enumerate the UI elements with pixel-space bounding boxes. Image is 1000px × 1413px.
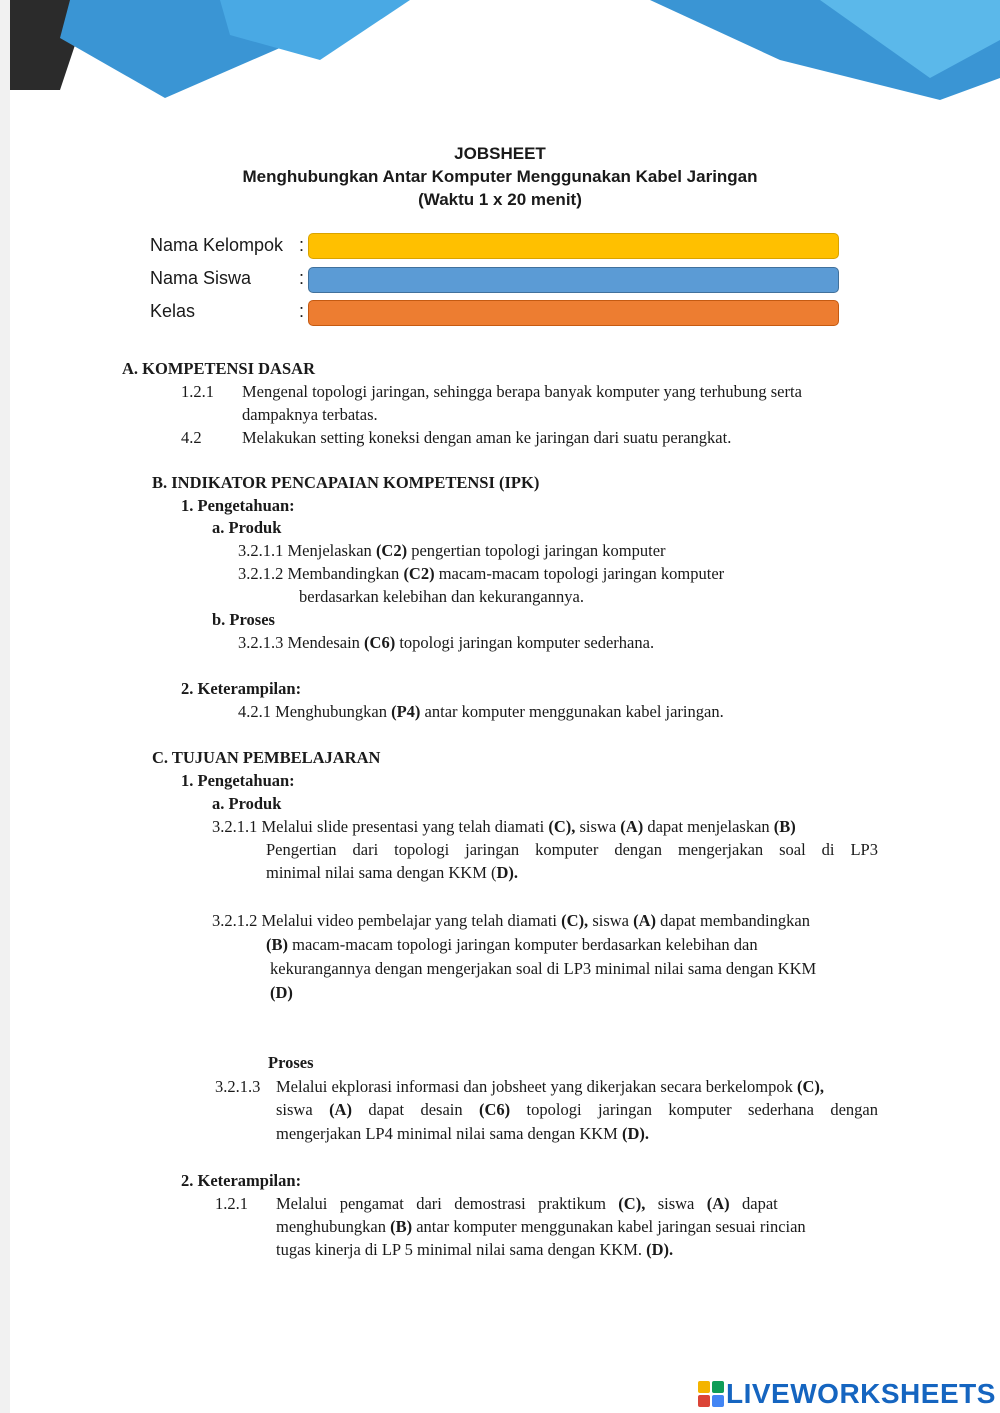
ipk-level: (C2) [375,541,408,560]
goal-text: menghubungkan [276,1217,391,1236]
goal-skill-heading: 2. Keterampilan: [181,1171,302,1190]
colon: : [299,268,305,288]
goal-marker: (A) [620,817,644,836]
ipk-text: macam-macam topologi jaringan komputer [434,564,725,583]
goal-item-line [212,817,796,837]
goal-text: tugas kinerja di LP 5 minimal nilai sama dengan KKM. [276,1240,647,1259]
goal-marker: (C), [618,1194,646,1213]
goal-text: siswa [645,1194,707,1213]
goal-text: dapat membandingkan [656,911,810,930]
page-subtitle: Menghubungkan Antar Komputer Menggunakan Kabel Jaringan [242,167,758,186]
student-name-input[interactable] [308,267,839,293]
ipk-product-heading: a. Produk [212,518,282,537]
ipk-process-heading: b. Proses [212,610,275,629]
goal-marker: (C), [548,817,576,836]
goal-marker: (A) [329,1100,352,1119]
ipk-text: Menghubungkan [271,702,392,721]
goal-marker: (B) [773,817,796,836]
class-label: Kelas [150,301,196,321]
goal-text: siswa [588,911,634,930]
colon: : [299,235,305,255]
duration-text: (Waktu 1 x 20 menit) [418,190,582,209]
ipk-text: topologi jaringan komputer sederhana. [395,633,655,652]
ipk-level: (C2) [403,564,435,583]
goal-text: Melalui pengamat dari demostrasi praktikum [276,1194,619,1213]
goal-item-line [266,935,758,955]
goal-item-line [276,1194,778,1214]
goal-text: dapat [729,1194,778,1213]
ipk-text: pengertian topologi jaringan komputer [407,541,666,560]
ipk-item [238,541,666,561]
goal-number: 1.2.1 [215,1194,248,1213]
page-edge [0,0,10,1413]
liveworksheets-logo-icon [698,1381,724,1407]
goal-text: Melalui video pembelajar yang telah diamati [257,911,562,930]
goal-item-line [212,911,810,931]
kd-text-cont: dampaknya terbatas. [242,405,378,424]
ipk-text: antar komputer menggunakan kabel jaringan. [420,702,724,721]
ipk-knowledge-heading: 1. Pengetahuan: [181,496,295,515]
goal-text: minimal nilai sama dengan KKM ( [266,863,497,882]
ipk-number: 3.2.1.2 [238,564,284,583]
goal-marker: (D). [646,1240,674,1259]
goal-marker: (C), [796,1077,824,1096]
goal-item-line [276,1077,824,1097]
goal-number: 3.2.1.3 [215,1077,261,1096]
ipk-number: 4.2.1 [238,702,271,721]
section-b-heading: B. INDIKATOR PENCAPAIAN KOMPETENSI (IPK) [152,473,540,492]
ipk-text: Mendesain [287,633,365,652]
goal-knowledge-heading: 1. Pengetahuan: [181,771,295,790]
section-a-heading: A. KOMPETENSI DASAR [122,359,315,378]
colon: : [299,301,305,321]
ipk-text: Menjelaskan [287,541,376,560]
goal-marker: (A) [633,911,657,930]
goal-text-cont: kekurangannya dengan mengerjakan soal di LP3 minimal nilai sama dengan KKM [270,959,817,978]
goal-marker: D). [496,863,519,882]
goal-text: Melalui slide presentasi yang telah diamati [257,817,549,836]
goal-text: topologi jaringan komputer sederhana dengan [510,1100,879,1119]
goal-marker: (D). [621,1124,649,1143]
kd-text: Melakukan setting koneksi dengan aman ke jaringan dari suatu perangkat. [242,428,732,447]
ipk-text: Membandingkan [287,564,404,583]
liveworksheets-logo-text: LIVEWORKSHEETS [726,1378,996,1409]
goal-number: 3.2.1.2 [212,911,258,930]
ipk-number: 3.2.1.3 [238,633,284,652]
goal-text: siswa [276,1100,330,1119]
goal-marker: (C), [561,911,589,930]
class-input[interactable] [308,300,839,326]
goal-text: antar komputer menggunakan kabel jaringan sesuai rincian [412,1217,806,1236]
goal-item-line [276,1124,649,1144]
ipk-number: 3.2.1.1 [238,541,284,560]
ipk-item [238,702,724,722]
group-name-label: Nama Kelompok [150,235,284,255]
goal-process-heading: Proses [268,1053,314,1072]
goal-marker: (D) [270,983,293,1002]
kd-text: Mengenal topologi jaringan, sehingga berapa banyak komputer yang terhubung serta [242,382,802,401]
goal-product-heading: a. Produk [212,794,282,813]
goal-text: dapat desain [351,1100,480,1119]
ipk-skill-heading: 2. Keterampilan: [181,679,302,698]
ipk-item [238,633,654,653]
goal-text-cont: Pengertian dari topologi jaringan komputer dengan mengerjakan soal di LP3 [266,840,878,859]
ipk-item [238,564,724,584]
header-banner [0,0,1000,110]
group-name-input[interactable] [308,233,839,259]
ipk-level: (C6) [364,633,396,652]
goal-text: Melalui ekplorasi informasi dan jobsheet yang dikerjakan secara berkelompok [276,1077,797,1096]
section-c-heading: C. TUJUAN PEMBELAJARAN [152,748,381,767]
goal-marker: (C6) [479,1100,511,1119]
goal-item-line [276,1240,673,1260]
ipk-level: (P4) [391,702,421,721]
goal-item-line [266,863,518,883]
goal-marker: (B) [266,935,288,954]
goal-marker: (A) [706,1194,730,1213]
goal-text: siswa [575,817,621,836]
goal-item-line [276,1217,806,1237]
goal-text: dapat menjelaskan [643,817,774,836]
kd-number: 4.2 [181,428,202,447]
goal-text: mengerjakan LP4 minimal nilai sama dengan KKM [276,1124,622,1143]
page-title: JOBSHEET [454,144,546,163]
goal-text: macam-macam topologi jaringan komputer berdasarkan kelebihan dan [288,935,758,954]
goal-item-line [276,1100,878,1120]
liveworksheets-logo[interactable] [698,1378,996,1410]
goal-number: 3.2.1.1 [212,817,258,836]
goal-marker: (B) [390,1217,413,1236]
student-name-label: Nama Siswa [150,268,252,288]
kd-number: 1.2.1 [181,382,214,401]
ipk-text-cont: berdasarkan kelebihan dan kekurangannya. [299,587,584,606]
